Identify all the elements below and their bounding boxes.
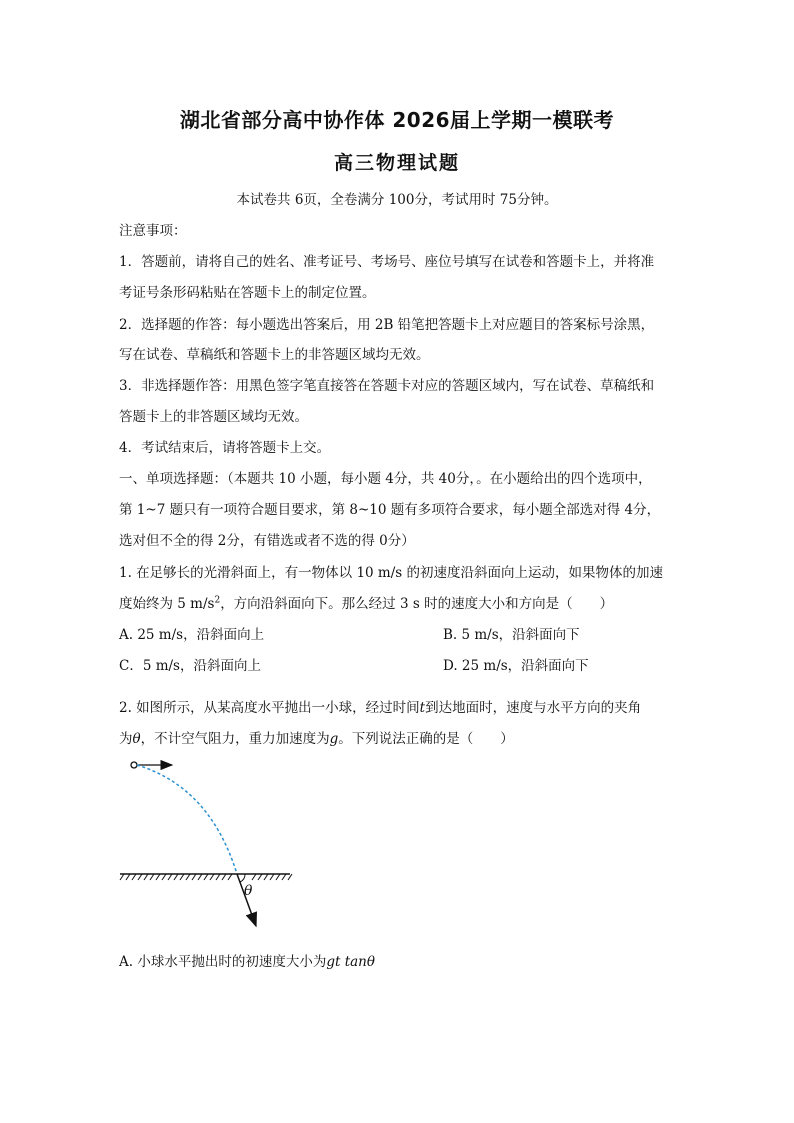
ground-hatching <box>120 874 292 880</box>
q2-option-a-formula: gt tanθ <box>326 954 375 970</box>
ball-start-point <box>131 762 137 768</box>
notice-line: 3．非选择题作答：用黑色签字笔直接答在答题卡对应的答题区域内，写在试卷、草稿纸和 <box>119 378 655 394</box>
exam-subtitle: 高三物理试题 <box>333 152 460 174</box>
q1-stem-line <box>119 592 613 612</box>
q2-stem-line <box>119 696 641 716</box>
q2-stem-text: 为 <box>119 731 133 747</box>
q2-option-a[interactable] <box>119 950 375 970</box>
q1-stem-text: ，方向沿斜面向下。那么经过 3 s 时的速度大小和方向是（ ） <box>220 596 614 612</box>
q1-stem-text: 度始终为 5 m/s <box>119 596 215 612</box>
trajectory-curve <box>137 765 237 874</box>
q1-option-d[interactable]: D. 25 m/s，沿斜面向下 <box>443 658 589 674</box>
q1-option-b[interactable]: B. 5 m/s，沿斜面向下 <box>443 627 580 643</box>
q2-var-t: t <box>419 700 426 716</box>
q2-stem-text: 到达地面时，速度与水平方向的夹角 <box>425 700 642 716</box>
section-heading-line: 第 1~7 题只有一项符合题目要求，第 8~10 题有多项符合要求，每小题全部选对得 4分， <box>119 502 661 518</box>
notice-line: 1．答题前，请将自己的姓名、准考证号、考场号、座位号填写在试卷和答题卡上，并将准 <box>119 254 655 270</box>
q1-exponent: 2 <box>214 595 221 606</box>
notice-heading: 注意事项： <box>119 223 187 239</box>
notice-line: 写在试卷、草稿纸和答题卡上的非答题区域均无效。 <box>119 347 430 363</box>
q2-var-g: g <box>329 731 339 747</box>
projectile-figure <box>110 752 310 942</box>
q1-option-a[interactable]: A. 25 m/s，沿斜面向上 <box>119 627 265 643</box>
q2-stem-text: 。下列说法正确的是（ ） <box>338 731 514 747</box>
notice-line: 答题卡上的非答题区域均无效。 <box>119 409 308 425</box>
angle-label: θ <box>244 883 253 899</box>
q1-stem-line: 1. 在足够长的光滑斜面上，有一物体以 10 m/s 的初速度沿斜面向上运动，如果物体的加速 <box>119 565 664 581</box>
q2-stem-line <box>119 727 514 747</box>
exam-title: 湖北省部分高中协作体 2026届上学期一模联考 <box>179 108 615 132</box>
section-heading-line: 选对但不全的得 2分，有错选或者不选的得 0分） <box>119 533 415 549</box>
final-velocity-arrow <box>237 874 256 926</box>
notice-line: 考证号条形码粘贴在答题卡上的制定位置。 <box>119 285 376 301</box>
q2-var-theta: θ <box>132 731 141 747</box>
q2-stem-text: ，不计空气阻力，重力加速度为 <box>140 731 330 747</box>
exam-info: 本试卷共 6页，全卷满分 100分，考试用时 75分钟。 <box>236 192 558 208</box>
q2-stem-text: 2. 如图所示，从某高度水平抛出一小球，经过时间 <box>119 700 420 716</box>
angle-arc <box>240 874 245 882</box>
q1-option-c[interactable]: C．5 m/s，沿斜面向上 <box>119 658 261 674</box>
notice-line: 2．选择题的作答：每小题选出答案后，用 2B 铅笔把答题卡上对应题目的答案标号涂黑， <box>119 317 655 333</box>
notice-line: 4．考试结束后，请将答题卡上交。 <box>119 440 331 456</box>
section-heading-line: 一、单项选择题：（本题共 10 小题，每小题 4分，共 40分，。在小题给出的四个选项中， <box>119 471 652 487</box>
q2-option-a-text: A. 小球水平抛出时的初速度大小为 <box>119 954 327 970</box>
